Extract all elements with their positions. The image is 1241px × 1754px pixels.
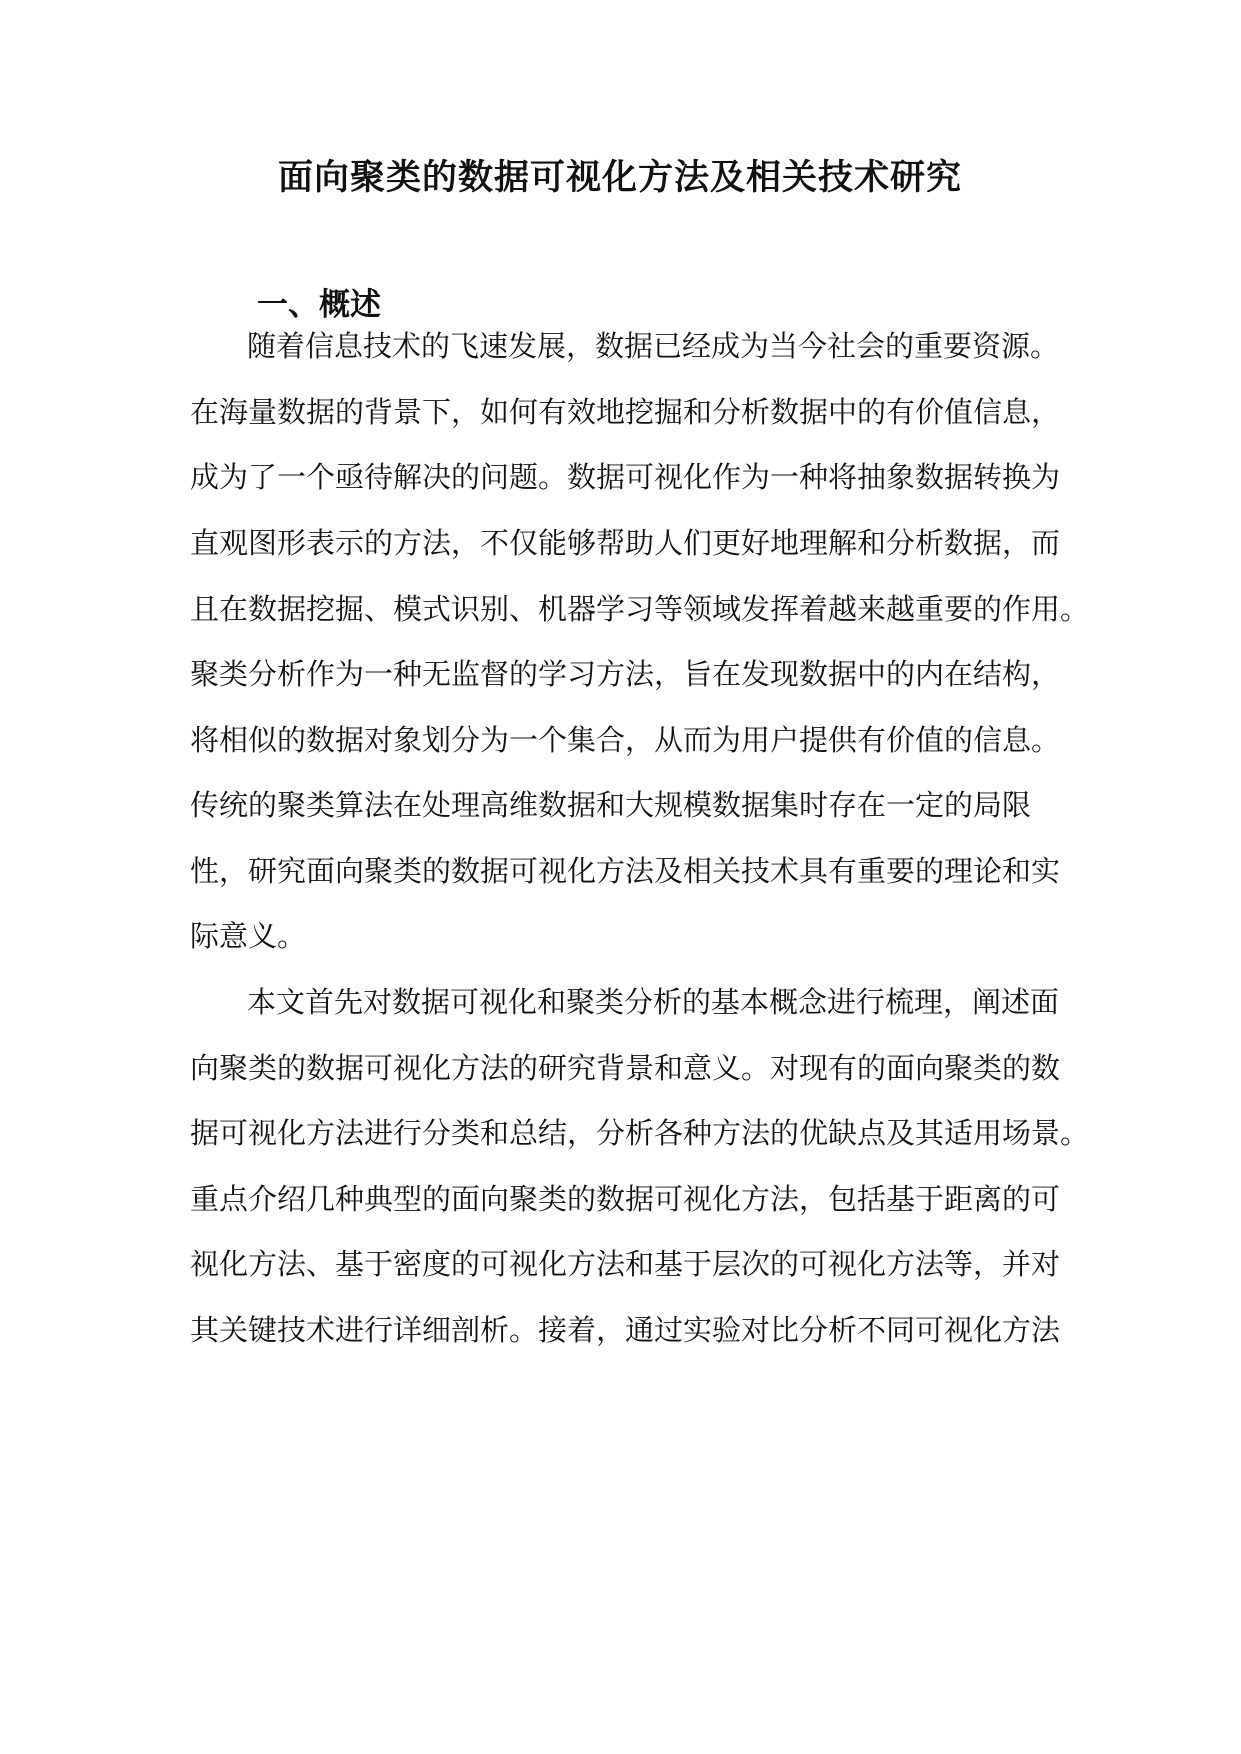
paragraph-line: 向聚类的数据可视化方法的研究背景和意义。对现有的面向聚类的数: [190, 1051, 1061, 1085]
paragraph-line: 传统的聚类算法在处理高维数据和大规模数据集时存在一定的局限: [190, 788, 1032, 822]
paragraph-line: 将相似的数据对象划分为一个集合，从而为用户提供有价值的信息。: [190, 723, 1061, 757]
paragraph-line: 在海量数据的背景下，如何有效地挖掘和分析数据中的有价值信息，: [190, 395, 1061, 429]
paragraph-line: 其关键技术进行详细剖析。接着，通过实验对比分析不同可视化方法: [190, 1313, 1061, 1347]
paragraph-line: 重点介绍几种典型的面向聚类的数据可视化方法，包括基于距离的可: [190, 1182, 1061, 1216]
paragraph-line: 成为了一个亟待解决的问题。数据可视化作为一种将抽象数据转换为: [190, 460, 1061, 494]
paragraph-line: 且在数据挖掘、模式识别、机器学习等领域发挥着越来越重要的作用。: [190, 592, 1090, 626]
section-heading: 一、概述: [257, 287, 381, 323]
paragraph-line: 际意义。: [190, 919, 307, 953]
paragraph-line: 据可视化方法进行分类和总结，分析各种方法的优缺点及其适用场景。: [190, 1116, 1090, 1150]
paragraph-line: 随着信息技术的飞速发展，数据已经成为当今社会的重要资源。: [247, 329, 1060, 363]
paragraph-line: 视化方法、基于密度的可视化方法和基于层次的可视化方法等，并对: [190, 1247, 1061, 1281]
paragraph-line: 直观图形表示的方法，不仅能够帮助人们更好地理解和分析数据，而: [190, 526, 1061, 560]
document-title: 面向聚类的数据可视化方法及相关技术研究: [277, 157, 962, 198]
paragraph-line: 聚类分析作为一种无监督的学习方法，旨在发现数据中的内在结构，: [190, 657, 1061, 691]
paragraph-line: 性，研究面向聚类的数据可视化方法及相关技术具有重要的理论和实: [190, 854, 1061, 888]
paragraph-line: 本文首先对数据可视化和聚类分析的基本概念进行梳理，阐述面: [247, 985, 1060, 1019]
